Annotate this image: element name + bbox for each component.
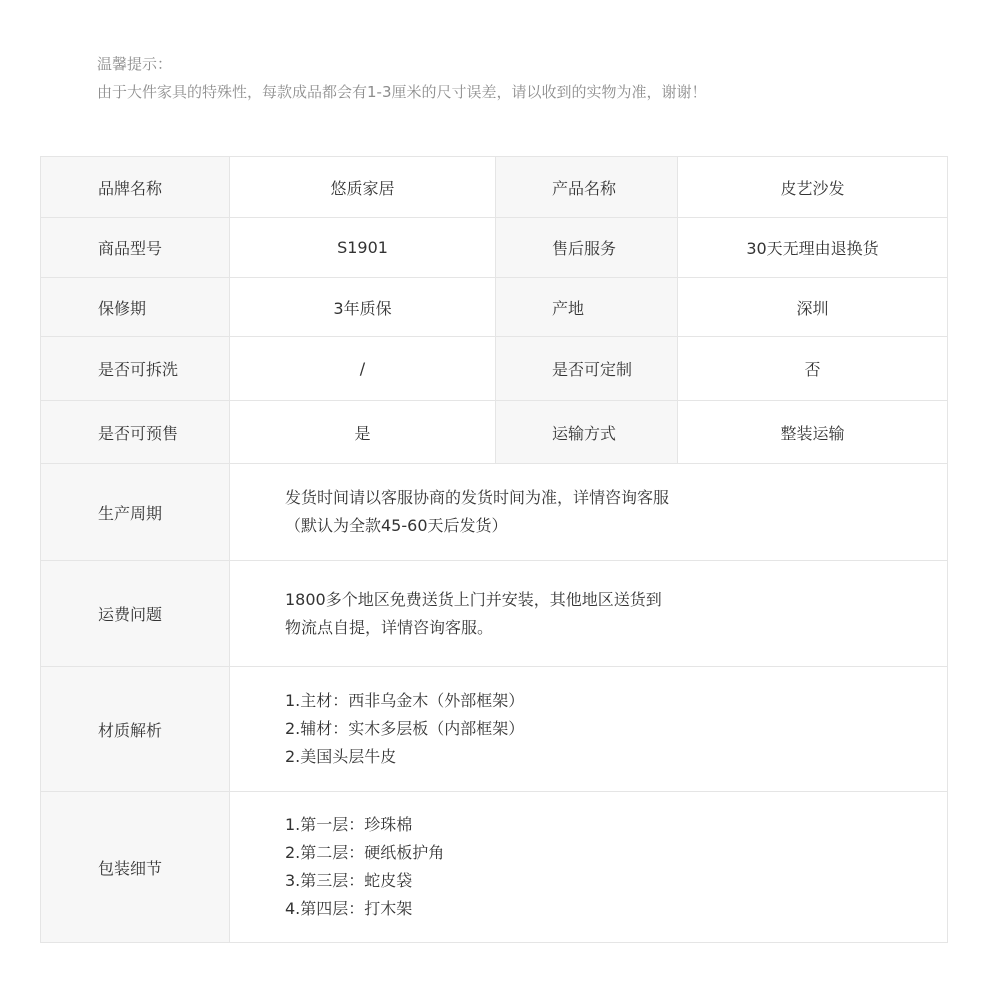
production-cycle-line: 发货时间请以客服协商的发货时间为准，详情咨询客服 <box>285 488 670 507</box>
material-value <box>230 667 948 792</box>
shipping-method-label: 运输方式 <box>496 401 678 464</box>
model-value: S1901 <box>230 218 496 278</box>
packaging-line: 4.第四层：打木架 <box>285 899 413 918</box>
table-row <box>41 561 948 667</box>
material-line: 2.辅材：实木多层板（内部框架） <box>285 719 525 738</box>
material-line: 2.美国头层牛皮 <box>285 747 397 766</box>
notice-text: 由于大件家具的特殊性，每款成品都会有1-3厘米的尺寸误差，请以收到的实物为准，谢谢！ <box>97 83 707 101</box>
table-row <box>41 667 948 792</box>
warranty-value: 3年质保 <box>230 278 496 337</box>
after-sales-value: 30天无理由退换货 <box>678 218 948 278</box>
freight-label: 运费问题 <box>41 561 230 667</box>
table-row <box>41 792 948 943</box>
production-cycle-label: 生产周期 <box>41 464 230 561</box>
washable-label: 是否可拆洗 <box>41 337 230 401</box>
origin-label: 产地 <box>496 278 678 337</box>
spec-table <box>40 156 948 943</box>
production-cycle-value <box>230 464 948 561</box>
production-cycle-line: （默认为全款45-60天后发货） <box>285 516 508 535</box>
table-row <box>41 401 948 464</box>
freight-value <box>230 561 948 667</box>
after-sales-label: 售后服务 <box>496 218 678 278</box>
brand-label: 品牌名称 <box>41 157 230 218</box>
notice-title: 温馨提示： <box>97 55 173 73</box>
table-row <box>41 337 948 401</box>
material-line: 1.主材：西非乌金木（外部框架） <box>285 691 525 710</box>
model-label: 商品型号 <box>41 218 230 278</box>
table-row <box>41 218 948 278</box>
brand-value: 悠质家居 <box>230 157 496 218</box>
customizable-value: 否 <box>678 337 948 401</box>
packaging-value <box>230 792 948 943</box>
shipping-method-value: 整装运输 <box>678 401 948 464</box>
freight-line: 1800多个地区免费送货上门并安装，其他地区送货到 <box>285 589 662 609</box>
product-name-value: 皮艺沙发 <box>678 157 948 218</box>
freight-line: 物流点自提，详情咨询客服。 <box>285 617 494 637</box>
washable-value: / <box>230 337 496 401</box>
material-label: 材质解析 <box>41 667 230 792</box>
table-row <box>41 157 948 218</box>
product-name-label: 产品名称 <box>496 157 678 218</box>
packaging-line: 1.第一层：珍珠棉 <box>285 815 413 834</box>
warranty-label: 保修期 <box>41 278 230 337</box>
presale-value: 是 <box>230 401 496 464</box>
presale-label: 是否可预售 <box>41 401 230 464</box>
packaging-label: 包装细节 <box>41 792 230 943</box>
notice <box>97 50 707 106</box>
packaging-line: 2.第二层：硬纸板护角 <box>285 843 445 862</box>
table-row <box>41 278 948 337</box>
table-row <box>41 464 948 561</box>
customizable-label: 是否可定制 <box>496 337 678 401</box>
origin-value: 深圳 <box>678 278 948 337</box>
packaging-line: 3.第三层：蛇皮袋 <box>285 871 413 890</box>
